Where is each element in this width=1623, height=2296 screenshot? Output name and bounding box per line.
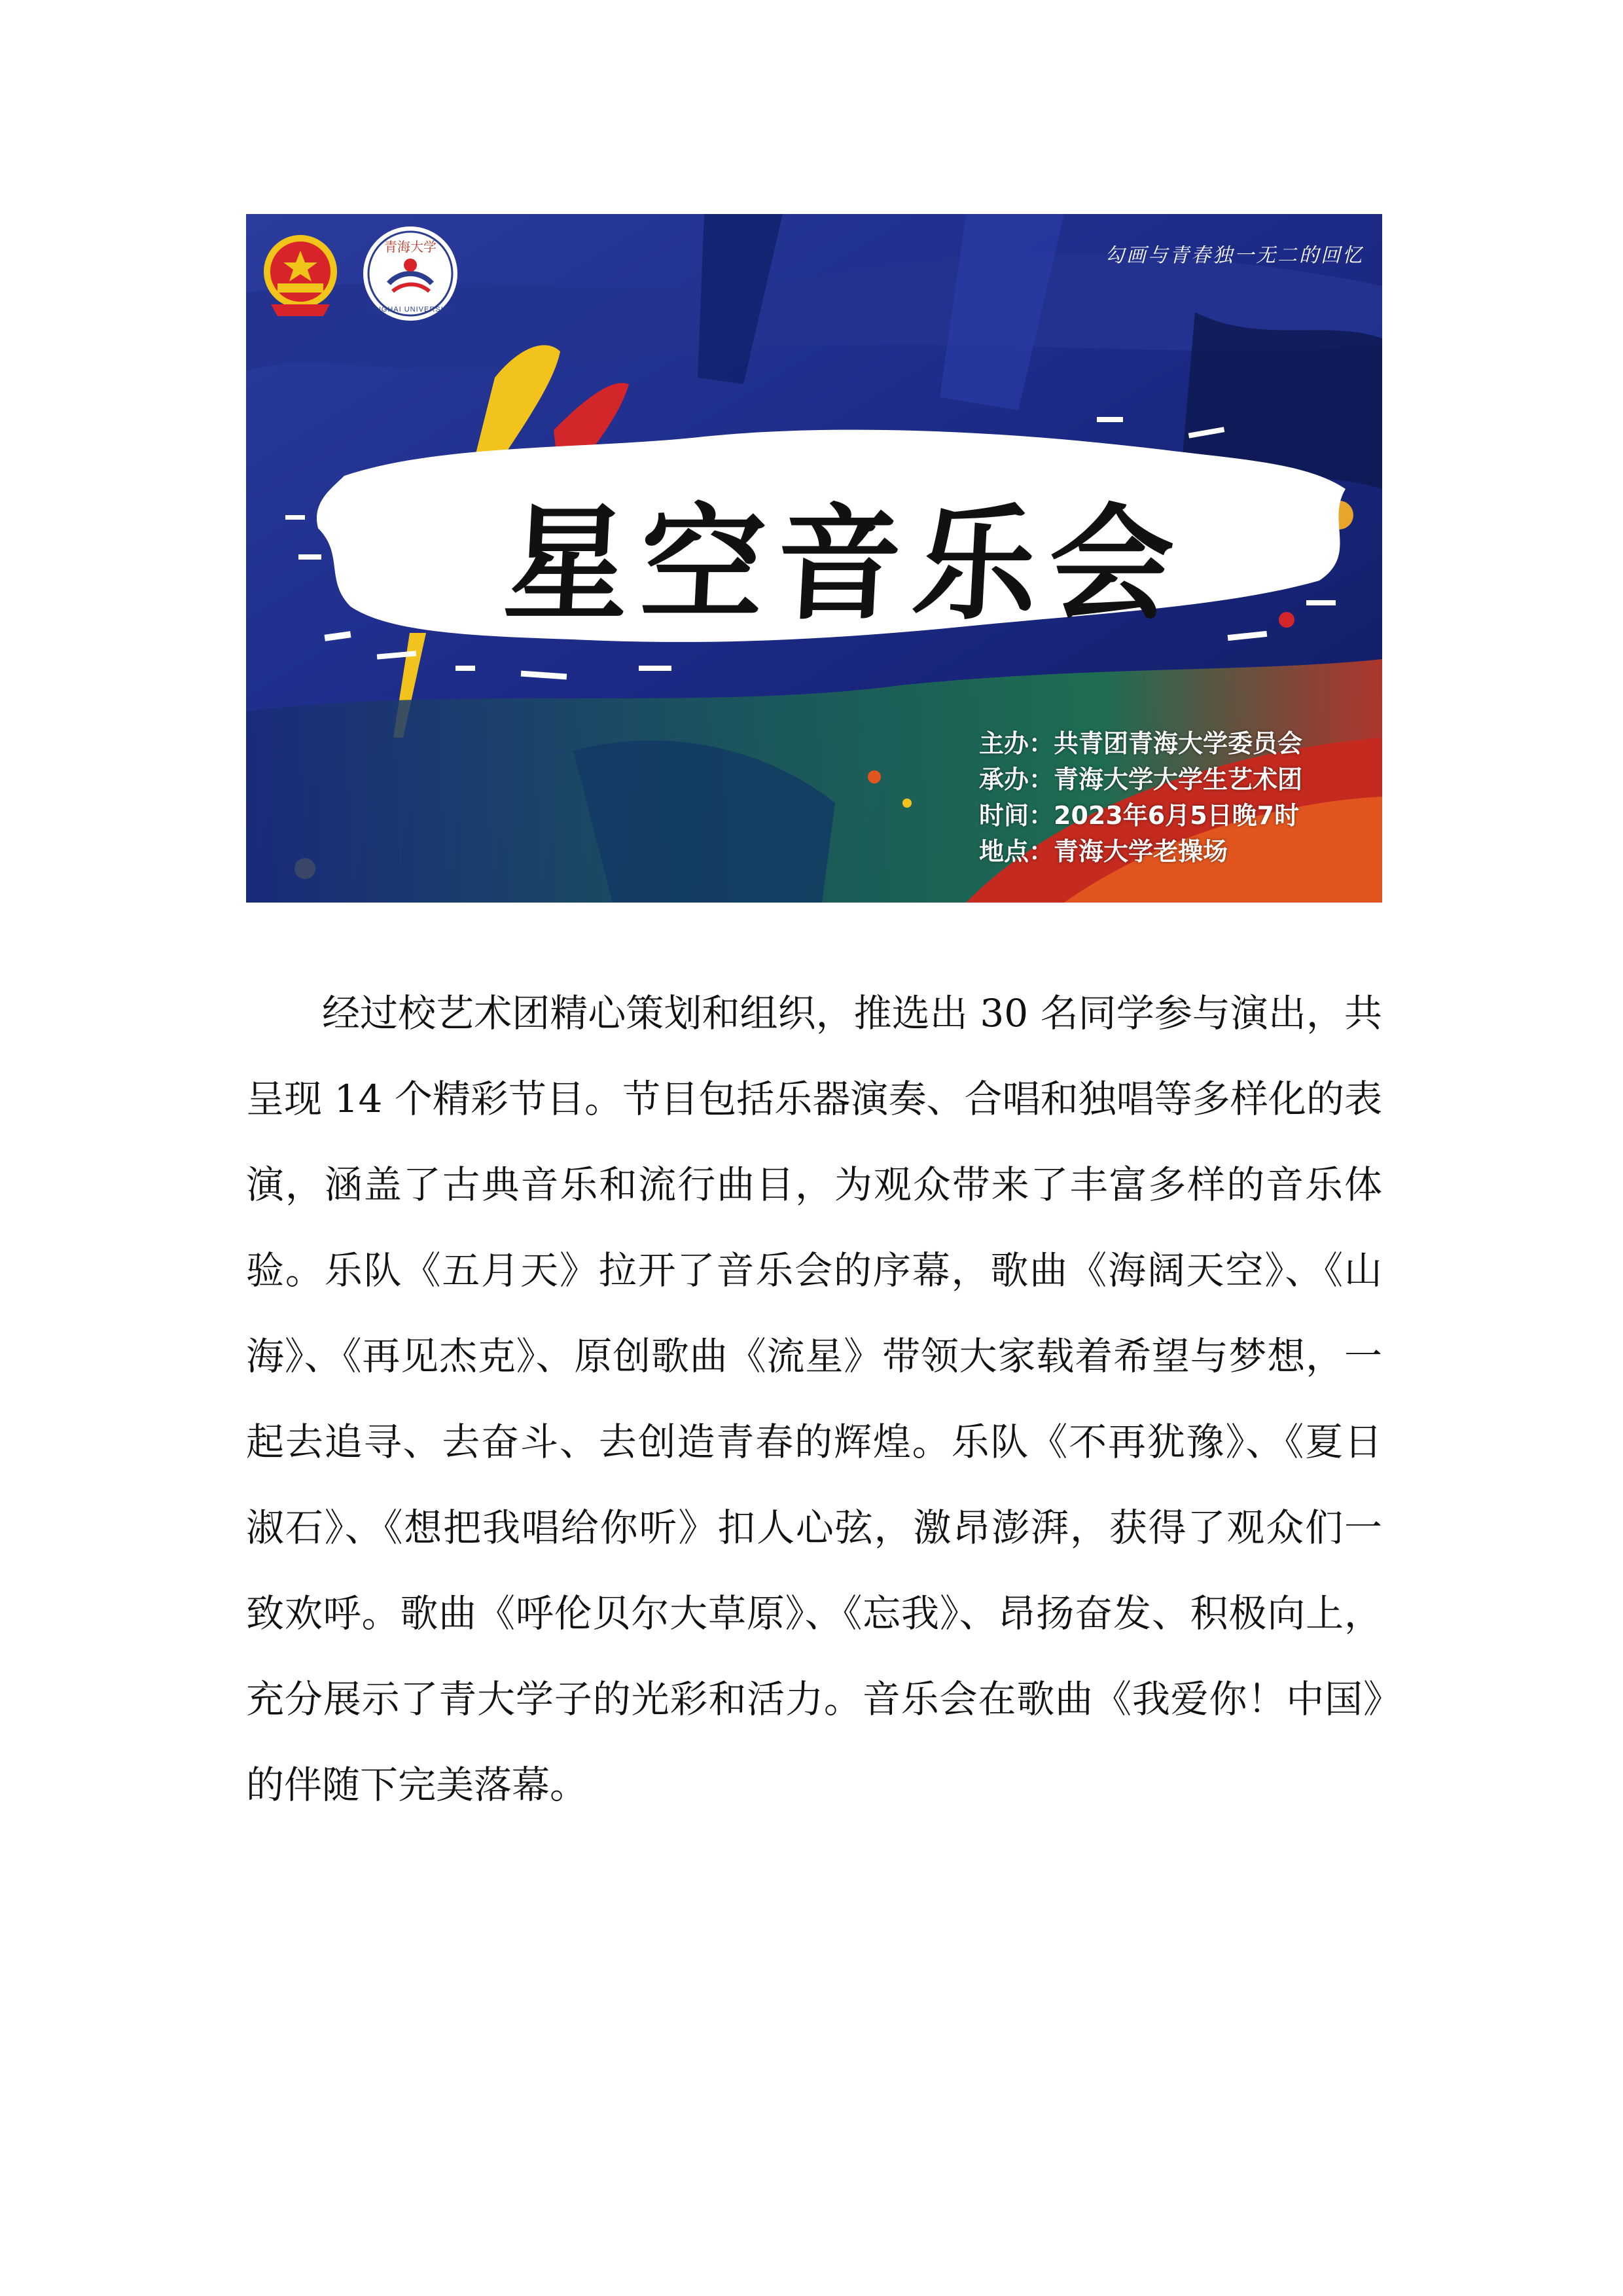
info-value: 共青团青海大学委员会	[1054, 729, 1303, 758]
info-value: 青海大学大学生艺术团	[1054, 765, 1303, 794]
info-label: 时间：	[979, 801, 1054, 830]
info-label: 地点：	[979, 837, 1054, 866]
info-value: 青海大学老操场	[1054, 837, 1228, 866]
qinghai-university-seal-icon	[361, 224, 459, 323]
article-paragraph: 经过校艺术团精心策划和组织，推选出 30 名同学参与演出，共呈现 14 个精彩节目。节目包括乐器演奏、合唱和独唱等多样化的表演，涵盖了古典音乐和流行曲目，为观众带来了丰富多样的音乐体验。乐队《五月天》拉开了音乐会的序幕，歌曲《海阔天空》、《山海》、《再见杰克》、原创歌曲《流星》带领大家载着希望与梦想，一起去追寻、去奋斗、去创造青春的辉煌。乐队《不再犹豫》、《夏日淑石》、《想把我唱给你听》扣人心弦，激昂澎湃，获得了观众们一致欢呼。歌曲《呼伦贝尔大草原》、《忘我》、昂扬奋发、积极向上，充分展示了青大学子的光彩和活力。音乐会在歌曲《我爱你！中国》的伴随下完美落幕。	[246, 991, 1382, 1807]
info-value: 2023年6月5日晚7时	[1054, 801, 1300, 830]
poster-title: 星空音乐会	[501, 491, 1189, 637]
info-label: 承办：	[979, 765, 1054, 794]
concert-poster	[246, 214, 1382, 903]
info-time	[979, 798, 1302, 834]
info-label: 主办：	[979, 729, 1054, 758]
university-name-en: QINGHAI UNIVERSITY	[366, 306, 454, 314]
info-host	[979, 762, 1302, 798]
youth-league-emblem-icon	[258, 226, 343, 324]
info-organizer	[979, 726, 1302, 762]
university-name: 青海大学	[384, 239, 437, 255]
poster-slogan: 勾画与青春独一无二的回忆	[1105, 244, 1364, 267]
info-location	[979, 834, 1302, 870]
poster-info	[979, 726, 1302, 870]
